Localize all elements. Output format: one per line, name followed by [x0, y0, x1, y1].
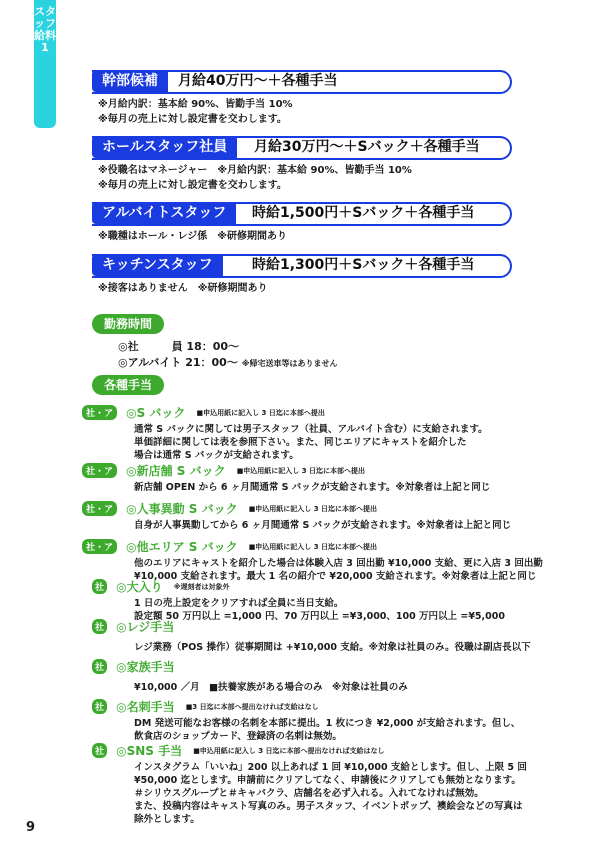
side-tab — [34, 0, 56, 128]
work-hours-note: ※帰宅送車等はありません — [241, 359, 338, 368]
allowance-business-card — [92, 696, 562, 743]
allowance-name: ◎名刺手当 — [116, 700, 175, 714]
position-pay: 月給30万円～＋Sバック＋各種手当 — [254, 139, 480, 155]
allowances-heading: 各種手当 — [92, 375, 164, 395]
position-pay: 時給1,300円＋Sバック＋各種手当 — [252, 257, 475, 273]
allowance-body: レジ業務（POS 操作）従事期間は +¥10,000 支給。※対象は社員のみ。役職は副店長以下 — [134, 642, 531, 653]
allowance-note: ※遅刻者は対象外 — [173, 582, 230, 591]
allowance-note: ■申込用紙に記入し 3 日迄に本部へ提出なければ支給はなし — [193, 746, 385, 755]
allowance-name: ◎新店舗 S バック — [126, 464, 226, 478]
position-banner-hall-staff — [92, 136, 512, 158]
eligibility-badge: 社 — [92, 699, 107, 714]
work-hours-heading: 勤務時間 — [92, 314, 164, 334]
allowance-body: 通常 S バックに関しては男子スタッフ（社員、アルバイト含む）に支給されます。 単価詳細に関しては表を参照下さい。また、同じエリアにキャストを紹介した 場合は通常 S バックが支給されます。 — [134, 424, 488, 461]
eligibility-badge: 社・ア — [82, 501, 117, 516]
work-hours-staff: ◎社 員 18：00～ — [118, 340, 240, 353]
allowance-name: ◎S バック — [126, 406, 186, 420]
allowance-body: 他のエリアにキャストを紹介した場合は体験入店 3 回出勤 ¥10,000 支給、更に入店 3 回出勤 ¥10,000 支給されます。最大 1 名の紹介で ¥20,000 支給されます。※対象者は上記と同じ — [134, 558, 543, 582]
allowance-name: ◎家族手当 — [116, 660, 175, 674]
allowance-note: ■申込用紙に記入し 3 日迄に本部へ提出 — [248, 542, 378, 551]
allowance-register — [92, 616, 562, 654]
allowance-name: ◎SNS 手当 — [116, 744, 183, 758]
allowance-name: ◎人事異動 S バック — [126, 502, 238, 516]
position-title: 幹部候補 — [92, 70, 168, 92]
position-title: ホールスタッフ社員 — [92, 136, 237, 158]
work-hours-part-time: ◎アルバイト 21：00～ ※帰宅送車等はありません — [118, 356, 338, 369]
position-note: ※毎月の売上に対し設定書を交わします。 — [98, 180, 287, 191]
position-pay: 月給40万円～＋各種手当 — [178, 73, 338, 89]
allowance-name: ◎レジ手当 — [116, 620, 175, 634]
allowance-sns — [92, 740, 562, 826]
allowance-body: DM 発送可能なお客様の名刺を本部に提出。1 枚につき ¥2,000 が支給されます。但し、 飲食店のショップカード、登録済の名刺は無効。 — [134, 718, 521, 742]
eligibility-badge: 社 — [92, 579, 107, 594]
eligibility-badge: 社・ア — [82, 539, 117, 554]
eligibility-badge: 社・ア — [82, 463, 117, 478]
side-tab-label: スタッフ給料1 — [34, 5, 56, 54]
allowance-name: ◎大入り — [116, 580, 163, 594]
allowance-body: インスタグラム「いいね」200 以上あれば 1 回 ¥10,000 支給とします。但し、上限 5 回 ¥50,000 迄とします。申請前にクリアしてなく、申請後にクリアしても無効となります。 ＃シリウスグループと＃キャバクラ、店舗名を必ず入れる。入れてなければ無効。 また、投稿内容はキャスト写真のみ。男子スタッフ、イベントポップ、襖絵会などの写真は 除外とします。 — [134, 762, 527, 825]
position-note: ※月給内訳：基本給 90%、皆勤手当 10% — [98, 99, 293, 110]
eligibility-badge: 社 — [92, 743, 107, 758]
eligibility-badge: 社 — [92, 619, 107, 634]
position-title: キッチンスタッフ — [92, 254, 223, 276]
allowance-body: 新店舗 OPEN から 6 ヶ月間通常 S バックが支給されます。※対象者は上記と同じ — [134, 482, 491, 493]
position-banner-executive-candidate — [92, 70, 512, 92]
position-note: ※接客はありません ※研修期間あり — [98, 283, 268, 294]
allowance-note: ■申込用紙に記入し 3 日迄に本部へ提出 — [248, 504, 378, 513]
position-banner-kitchen — [92, 254, 512, 276]
allowance-new-store-s-back — [82, 460, 552, 494]
position-banner-part-time — [92, 202, 512, 224]
position-note: ※職種はホール・レジ係 ※研修期間あり — [98, 231, 287, 242]
allowance-body: ¥10,000 ／月 ■扶養家族がある場合のみ ※対象は社員のみ — [134, 682, 408, 693]
position-note: ※役職名はマネージャー ※月給内訳：基本給 90%、皆勤手当 10% — [98, 165, 412, 176]
eligibility-badge: 社・ア — [82, 405, 117, 420]
allowance-body: 自身が人事異動してから 6 ヶ月間通常 S バックが支給されます。※対象者は上記と同じ — [134, 520, 512, 531]
allowance-family — [92, 656, 562, 694]
allowance-s-back — [82, 402, 552, 462]
allowance-note: ■申込用紙に記入し 3 日迄に本部へ提出 — [196, 408, 325, 417]
allowance-body: 1 日の売上設定をクリアすれば全員に当日支給。 設定額 50 万円以上 =1,000 円、70 万円以上 =¥3,000、100 万円以上 =¥5,000 — [134, 598, 505, 622]
position-note: ※毎月の売上に対し設定書を交わします。 — [98, 114, 287, 125]
allowance-note: ■3 日迄に本部へ提出なければ支給はなし — [185, 702, 319, 711]
eligibility-badge: 社 — [92, 659, 107, 674]
page-number: 9 — [26, 820, 36, 835]
position-pay: 時給1,500円＋Sバック＋各種手当 — [252, 205, 475, 221]
allowance-note: ■申込用紙に記入し 3 日迄に本部へ提出 — [236, 466, 366, 475]
position-title: アルバイトスタッフ — [92, 202, 236, 224]
allowance-name: ◎他エリア S バック — [126, 540, 238, 554]
allowance-transfer-s-back — [82, 498, 552, 532]
